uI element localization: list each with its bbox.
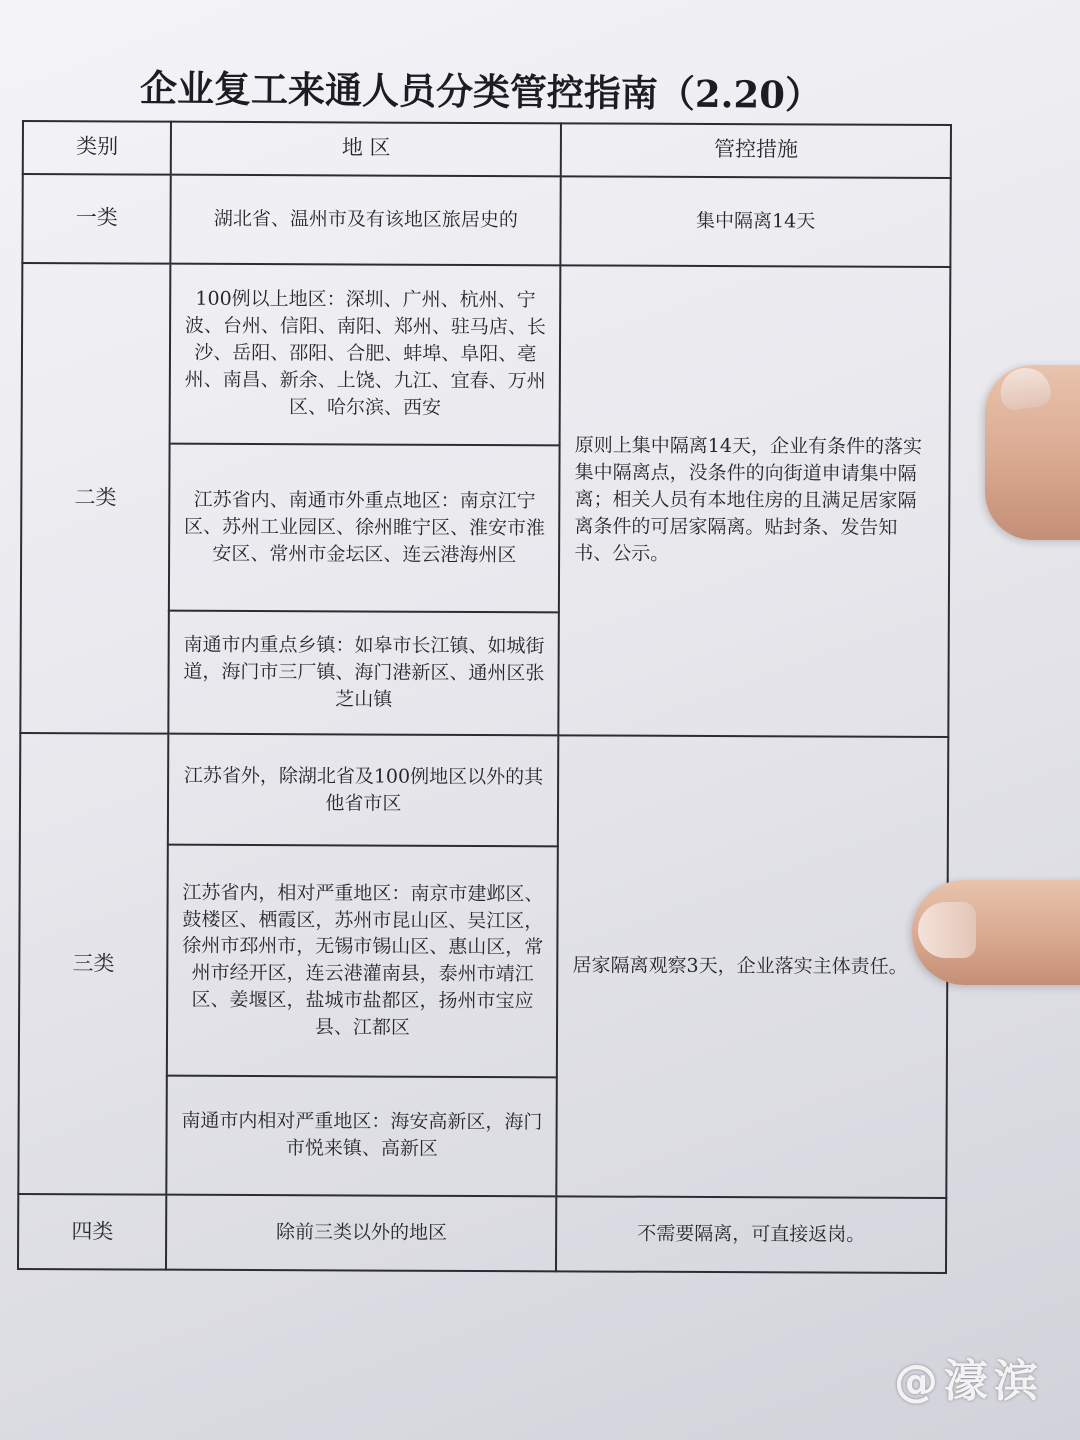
category-3-measure: 居家隔离观察3天，企业落实主体责任。 bbox=[557, 735, 949, 1198]
category-3-label: 三类 bbox=[18, 733, 168, 1195]
table-row-cat3-a bbox=[20, 733, 948, 848]
table-row-cat4 bbox=[18, 1194, 946, 1273]
document-title: 企业复工来通人员分类管控指南（2.20） bbox=[139, 66, 823, 118]
header-region: 地 区 bbox=[171, 122, 561, 176]
category-2-region-1: 100例以上地区：深圳、广州、杭州、宁波、台州、信阳、南阳、郑州、驻马店、长沙、岳阳、邵阳、合肥、蚌埠、阜阳、亳州、南昌、新余、上饶、九江、宜春、万州区、哈尔滨、西安 bbox=[170, 263, 561, 445]
fingernail-bottom bbox=[918, 902, 976, 958]
category-1-measure: 集中隔离14天 bbox=[561, 176, 951, 267]
category-3-region-2: 江苏省内，相对严重地区：南京市建邺区、鼓楼区、栖霞区，苏州市昆山区、吴江区，徐州市邳州市，无锡市锡山区、惠山区，常州市经开区，连云港灌南县，泰州市靖江区、姜堰区，盐城市盐都区，扬州市宝应县、江都区 bbox=[167, 845, 558, 1077]
category-1-label: 一类 bbox=[22, 174, 171, 264]
category-1-region: 湖北省、温州市及有该地区旅居史的 bbox=[171, 174, 561, 265]
category-4-label: 四类 bbox=[18, 1194, 167, 1270]
category-2-region-3: 南通市内重点乡镇：如皋市长江镇、如城街道，海门市三厂镇、海门港新区、通州区张芝山镇 bbox=[169, 610, 559, 735]
category-3-region-1: 江苏省外，除湖北省及100例地区以外的其他省市区 bbox=[168, 734, 558, 847]
category-2-label: 二类 bbox=[20, 263, 171, 734]
header-measure: 管控措施 bbox=[561, 123, 951, 177]
category-2-measure: 原则上集中隔离14天，企业有条件的落实集中隔离点，没条件的向街道申请集中隔离；相关人员有本地住房的且满足居家隔离条件的可居家隔离。贴封条、发告知书、公示。 bbox=[559, 265, 951, 737]
category-2-region-2: 江苏省内、南通市外重点地区：南京江宁区、苏州工业园区、徐州睢宁区、淮安市淮安区、常州市金坛区、连云港海州区 bbox=[169, 443, 559, 612]
category-3-region-3: 南通市内相对严重地区：海安高新区，海门市悦来镇、高新区 bbox=[167, 1075, 557, 1196]
table-row-cat1 bbox=[22, 174, 950, 267]
table-header-row bbox=[23, 121, 951, 178]
category-4-measure: 不需要隔离，可直接返岗。 bbox=[556, 1196, 946, 1273]
category-4-region: 除前三类以外的地区 bbox=[166, 1195, 556, 1272]
guideline-table bbox=[17, 120, 952, 1274]
guideline-table-container bbox=[17, 120, 952, 1274]
table-row-cat2-a bbox=[22, 263, 951, 447]
watermark-text: @濠滨 bbox=[894, 1356, 1044, 1407]
header-category: 类别 bbox=[23, 121, 172, 174]
